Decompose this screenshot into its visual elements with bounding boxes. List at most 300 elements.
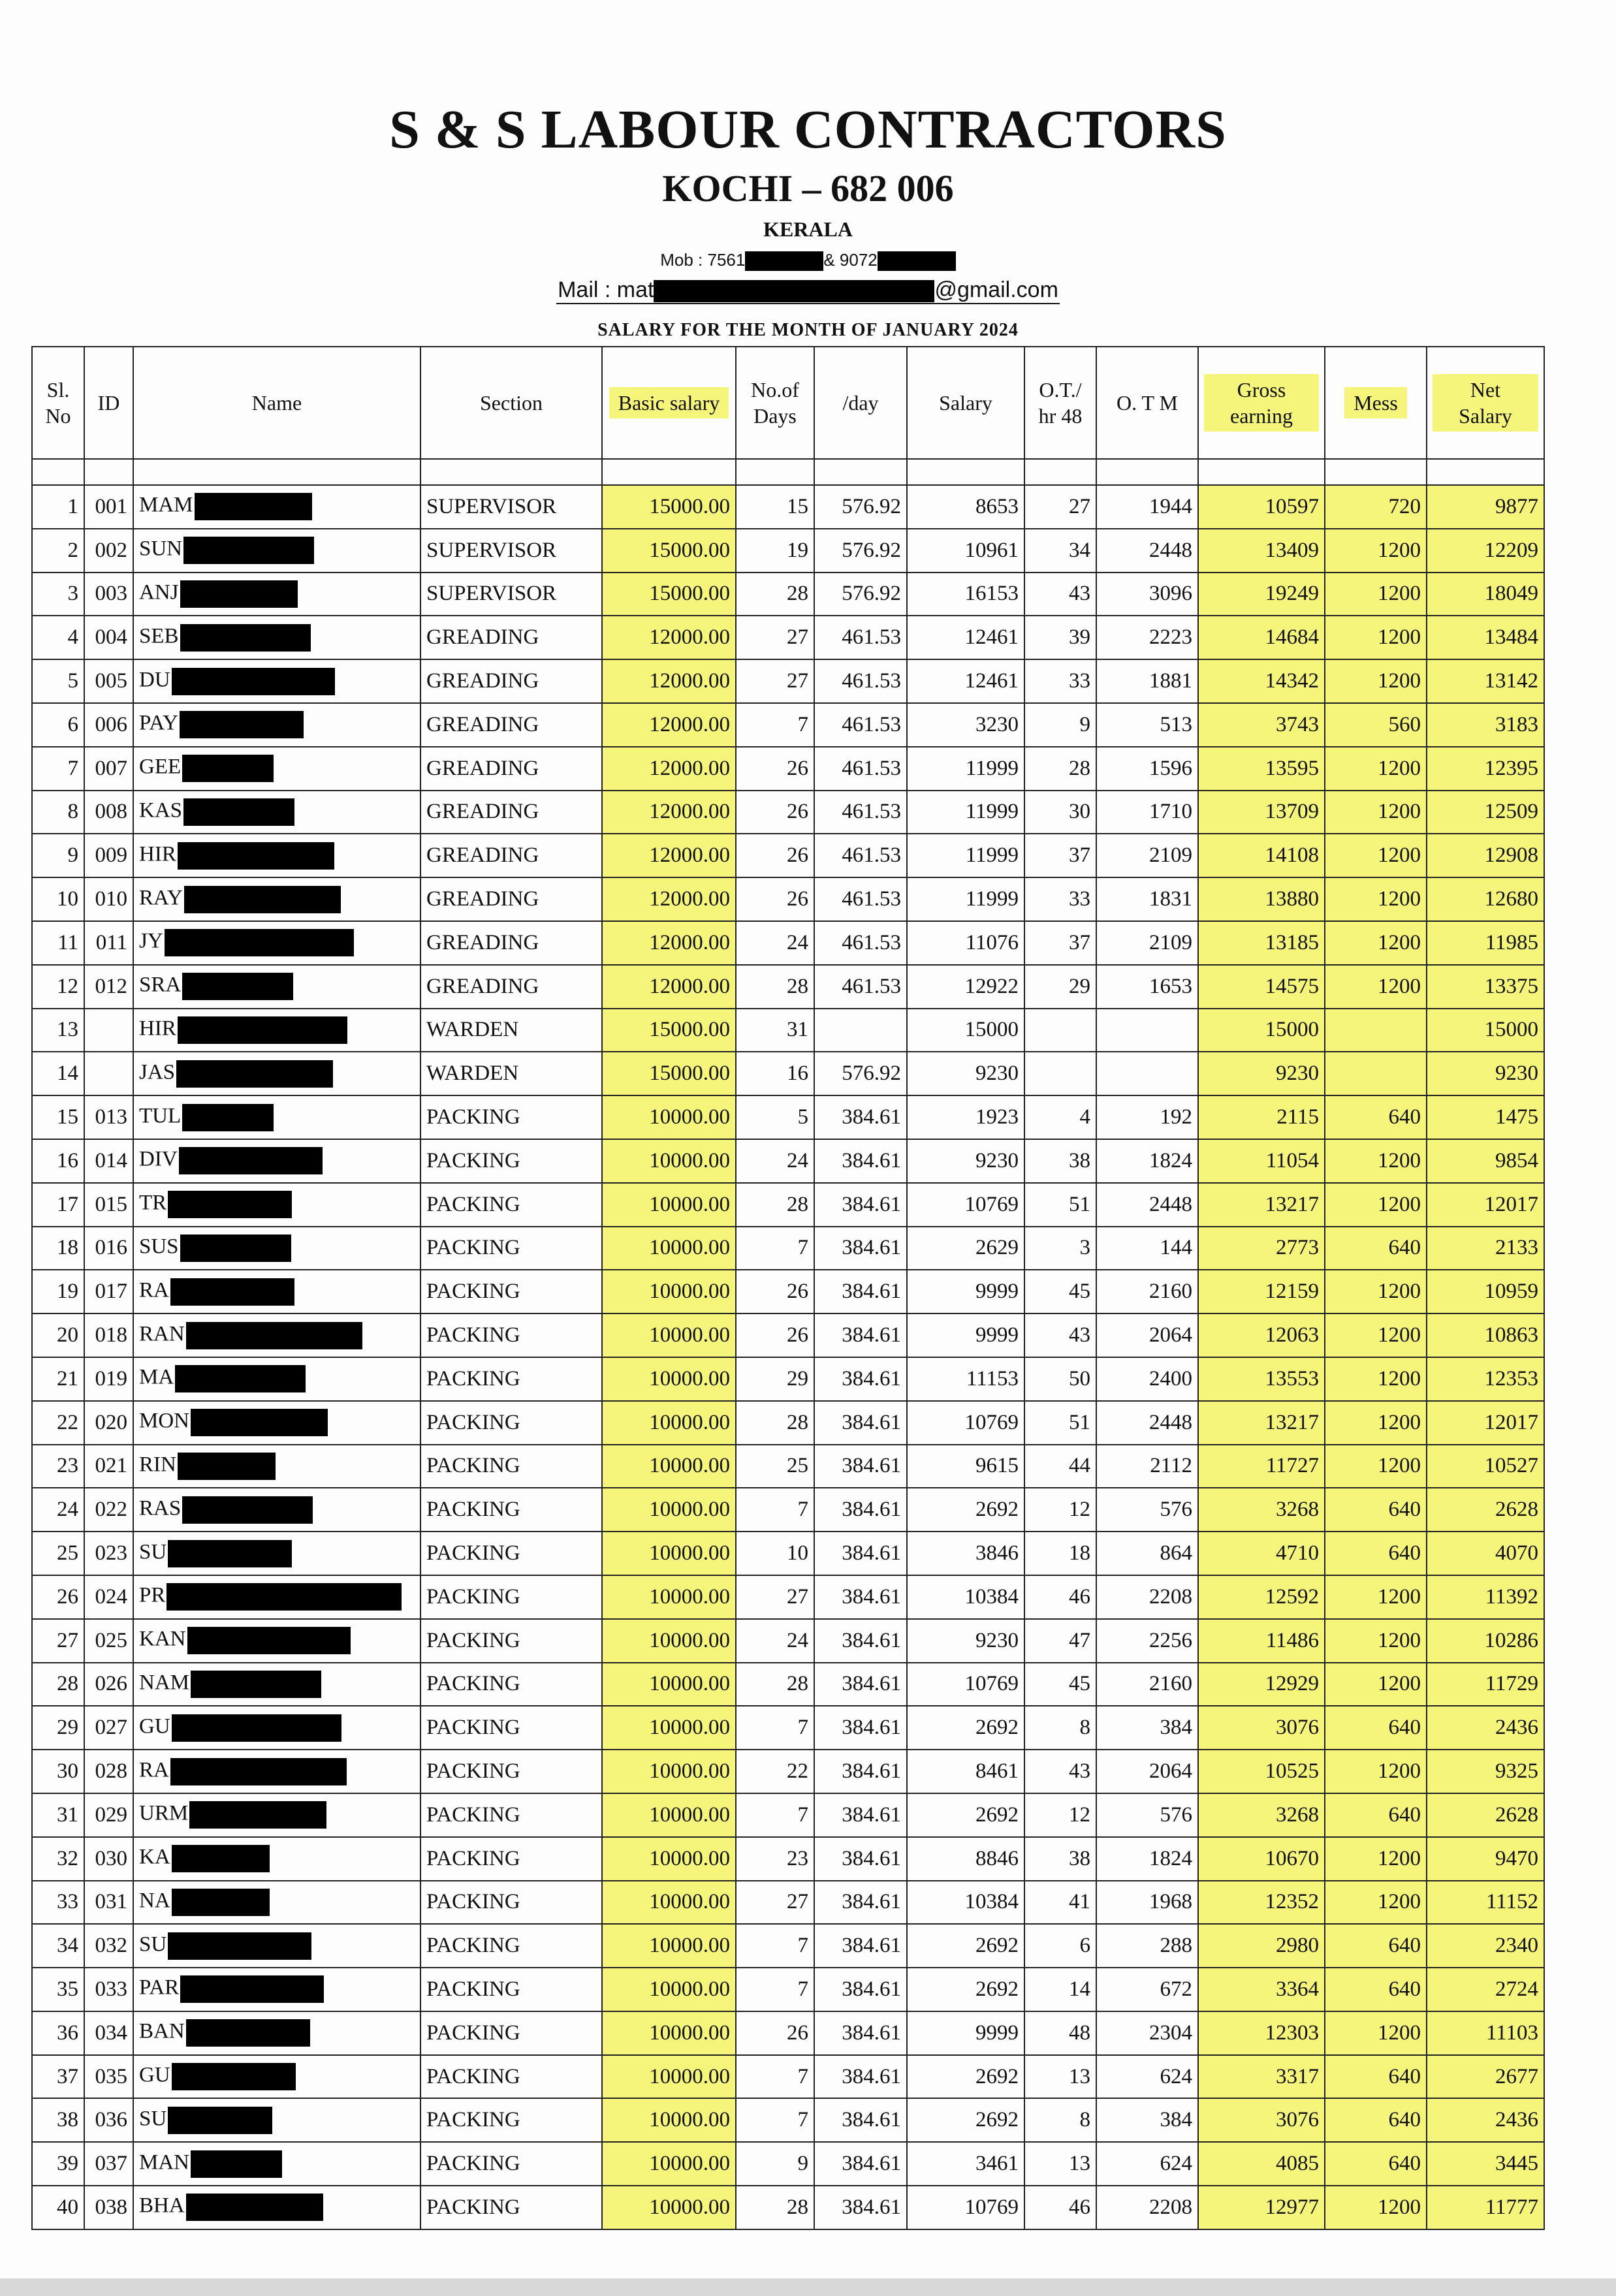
cell-perday: 384.61	[814, 1401, 907, 1445]
cell-gross: 12977	[1198, 2186, 1325, 2229]
name-redaction	[168, 1191, 292, 1218]
cell-days: 26	[736, 834, 814, 877]
cell-sl: 24	[32, 1488, 84, 1532]
cell-days: 26	[736, 877, 814, 921]
cell-sl: 38	[32, 2098, 84, 2142]
cell-name	[133, 1619, 420, 1663]
table-row	[32, 1488, 1544, 1532]
cell-net: 12509	[1427, 791, 1544, 834]
cell-days: 26	[736, 747, 814, 791]
cell-perday: 384.61	[814, 1837, 907, 1881]
cell-perday: 576.92	[814, 573, 907, 616]
cell-name	[133, 921, 420, 965]
cell-basic: 10000.00	[602, 2098, 736, 2142]
table-row	[32, 1575, 1544, 1619]
cell-section: PACKING	[420, 1401, 602, 1445]
cell-days: 7	[736, 1968, 814, 2011]
cell-basic: 10000.00	[602, 1139, 736, 1183]
cell-net: 12209	[1427, 529, 1544, 573]
spacer-cell	[736, 459, 814, 485]
header-perday: /day	[814, 347, 907, 459]
name-prefix: JY	[139, 929, 163, 953]
cell-otm: 513	[1096, 703, 1198, 747]
cell-net: 12017	[1427, 1401, 1544, 1445]
cell-net: 13484	[1427, 616, 1544, 659]
cell-gross: 3076	[1198, 2098, 1325, 2142]
cell-days: 23	[736, 1837, 814, 1881]
cell-section: WARDEN	[420, 1009, 602, 1052]
table-row	[32, 2142, 1544, 2186]
cell-section: PACKING	[420, 1183, 602, 1227]
cell-otm: 2304	[1096, 2011, 1198, 2055]
cell-gross: 13217	[1198, 1183, 1325, 1227]
cell-name	[133, 1270, 420, 1313]
cell-name	[133, 1183, 420, 1227]
cell-name	[133, 791, 420, 834]
cell-basic: 12000.00	[602, 659, 736, 703]
cell-basic: 10000.00	[602, 2011, 736, 2055]
cell-section: PACKING	[420, 2055, 602, 2099]
cell-gross: 11727	[1198, 1445, 1325, 1488]
cell-mess: 1200	[1325, 1881, 1427, 1925]
cell-perday: 384.61	[814, 1488, 907, 1532]
cell-ot-hr: 29	[1024, 965, 1096, 1009]
cell-days: 26	[736, 1313, 814, 1357]
cell-section: GREADING	[420, 877, 602, 921]
cell-salary: 10769	[907, 1663, 1024, 1706]
cell-section: PACKING	[420, 1227, 602, 1270]
cell-gross: 13409	[1198, 529, 1325, 573]
cell-gross: 12592	[1198, 1575, 1325, 1619]
table-row	[32, 834, 1544, 877]
name-redaction	[170, 1758, 347, 1785]
cell-net: 12395	[1427, 747, 1544, 791]
cell-salary: 2692	[907, 1793, 1024, 1837]
cell-sl: 4	[32, 616, 84, 659]
cell-section: SUPERVISOR	[420, 529, 602, 573]
cell-name	[133, 1357, 420, 1401]
cell-days: 31	[736, 1009, 814, 1052]
cell-name	[133, 1532, 420, 1575]
cell-days: 27	[736, 1881, 814, 1925]
cell-mess: 640	[1325, 1793, 1427, 1837]
header-days: No.of Days	[736, 347, 814, 459]
salary-month-title: SALARY FOR THE MONTH OF JANUARY 2024	[597, 320, 1019, 340]
name-prefix: HIR	[139, 1016, 176, 1041]
header-section: Section	[420, 347, 602, 459]
cell-name	[133, 1488, 420, 1532]
cell-name	[133, 877, 420, 921]
cell-mess: 640	[1325, 2055, 1427, 2099]
cell-otm: 1824	[1096, 1837, 1198, 1881]
header-id: ID	[84, 347, 133, 459]
mail-address	[556, 277, 1060, 304]
cell-perday: 461.53	[814, 921, 907, 965]
name-prefix: PR	[139, 1583, 166, 1607]
cell-otm: 2256	[1096, 1619, 1198, 1663]
cell-mess: 1200	[1325, 791, 1427, 834]
cell-net: 2133	[1427, 1227, 1544, 1270]
cell-basic: 12000.00	[602, 791, 736, 834]
cell-gross: 13709	[1198, 791, 1325, 834]
cell-otm	[1096, 1009, 1198, 1052]
cell-mess: 1200	[1325, 877, 1427, 921]
cell-salary: 11999	[907, 834, 1024, 877]
cell-perday: 384.61	[814, 1532, 907, 1575]
cell-sl: 10	[32, 877, 84, 921]
cell-ot-hr: 43	[1024, 1313, 1096, 1357]
cell-salary: 2692	[907, 2098, 1024, 2142]
cell-days: 7	[736, 1924, 814, 1968]
name-redaction	[172, 668, 335, 695]
cell-otm: 2109	[1096, 921, 1198, 965]
cell-basic: 15000.00	[602, 485, 736, 529]
cell-sl: 8	[32, 791, 84, 834]
cell-basic: 10000.00	[602, 1837, 736, 1881]
cell-salary: 11999	[907, 747, 1024, 791]
cell-otm: 1653	[1096, 965, 1198, 1009]
cell-id: 030	[84, 1837, 133, 1881]
table-row	[32, 1139, 1544, 1183]
cell-perday: 384.61	[814, 1968, 907, 2011]
cell-name	[133, 616, 420, 659]
cell-ot-hr: 34	[1024, 529, 1096, 573]
cell-ot-hr: 43	[1024, 1750, 1096, 1793]
name-prefix: RA	[139, 1278, 169, 1302]
cell-basic: 10000.00	[602, 1881, 736, 1925]
cell-salary: 12461	[907, 659, 1024, 703]
name-prefix: RIN	[139, 1453, 176, 1477]
cell-otm	[1096, 1052, 1198, 1095]
cell-sl: 22	[32, 1401, 84, 1445]
cell-section: PACKING	[420, 1663, 602, 1706]
cell-net: 2340	[1427, 1924, 1544, 1968]
cell-gross: 3743	[1198, 703, 1325, 747]
cell-id: 026	[84, 1663, 133, 1706]
cell-days: 7	[736, 1227, 814, 1270]
cell-basic: 12000.00	[602, 834, 736, 877]
cell-otm: 1944	[1096, 485, 1198, 529]
name-redaction	[191, 2150, 282, 2178]
cell-name	[133, 573, 420, 616]
cell-salary: 12922	[907, 965, 1024, 1009]
cell-basic: 10000.00	[602, 1968, 736, 2011]
cell-perday: 384.61	[814, 1313, 907, 1357]
cell-name	[133, 485, 420, 529]
cell-name	[133, 1313, 420, 1357]
name-prefix: PAR	[139, 1976, 180, 2000]
table-row	[32, 1532, 1544, 1575]
cell-gross: 14575	[1198, 965, 1325, 1009]
cell-perday: 384.61	[814, 1227, 907, 1270]
cell-salary: 9999	[907, 1313, 1024, 1357]
cell-name	[133, 1924, 420, 1968]
cell-sl: 1	[32, 485, 84, 529]
cell-gross: 10670	[1198, 1837, 1325, 1881]
cell-basic: 10000.00	[602, 1619, 736, 1663]
cell-days: 15	[736, 485, 814, 529]
table-row	[32, 1095, 1544, 1139]
cell-sl: 21	[32, 1357, 84, 1401]
name-redaction	[182, 1104, 274, 1131]
cell-sl: 16	[32, 1139, 84, 1183]
cell-otm: 2064	[1096, 1750, 1198, 1793]
cell-net: 18049	[1427, 573, 1544, 616]
cell-net: 9325	[1427, 1750, 1544, 1793]
cell-salary: 10769	[907, 1183, 1024, 1227]
cell-section: SUPERVISOR	[420, 485, 602, 529]
cell-section: PACKING	[420, 1139, 602, 1183]
table-header-row	[32, 347, 1544, 459]
header-gross	[1198, 347, 1325, 459]
name-prefix: HIR	[139, 842, 176, 866]
cell-section: GREADING	[420, 965, 602, 1009]
cell-id: 028	[84, 1750, 133, 1793]
name-redaction	[180, 624, 311, 652]
cell-days: 28	[736, 1183, 814, 1227]
cell-ot-hr	[1024, 1009, 1096, 1052]
cell-name	[133, 2011, 420, 2055]
table-row	[32, 747, 1544, 791]
cell-perday: 384.61	[814, 2186, 907, 2229]
spacer-cell	[814, 459, 907, 485]
cell-id	[84, 1009, 133, 1052]
name-redaction	[180, 580, 298, 608]
name-prefix: DU	[139, 668, 170, 692]
table-row	[32, 921, 1544, 965]
cell-name	[133, 1009, 420, 1052]
cell-basic: 15000.00	[602, 1009, 736, 1052]
name-redaction	[186, 2194, 323, 2221]
name-prefix: GU	[139, 1714, 170, 1738]
cell-ot-hr: 13	[1024, 2142, 1096, 2186]
cell-gross: 14108	[1198, 834, 1325, 877]
cell-days: 7	[736, 2055, 814, 2099]
header-net-label: Net Salary	[1433, 374, 1538, 432]
cell-id: 002	[84, 529, 133, 573]
cell-gross: 11054	[1198, 1139, 1325, 1183]
cell-otm: 2160	[1096, 1270, 1198, 1313]
cell-ot-hr: 30	[1024, 791, 1096, 834]
table-row	[32, 1750, 1544, 1793]
cell-gross: 3268	[1198, 1793, 1325, 1837]
name-prefix: URM	[139, 1801, 189, 1825]
cell-gross: 3317	[1198, 2055, 1325, 2099]
table-row	[32, 1968, 1544, 2011]
cell-net: 11985	[1427, 921, 1544, 965]
cell-section: GREADING	[420, 791, 602, 834]
cell-mess: 640	[1325, 2142, 1427, 2186]
table-row	[32, 1663, 1544, 1706]
name-redaction	[172, 1714, 341, 1742]
cell-net: 2677	[1427, 2055, 1544, 2099]
cell-name	[133, 1401, 420, 1445]
cell-name	[133, 1575, 420, 1619]
header-mess	[1325, 347, 1427, 459]
cell-sl: 2	[32, 529, 84, 573]
cell-ot-hr: 46	[1024, 1575, 1096, 1619]
cell-section: PACKING	[420, 1445, 602, 1488]
cell-gross: 3268	[1198, 1488, 1325, 1532]
cell-salary: 9230	[907, 1052, 1024, 1095]
table-row	[32, 2098, 1544, 2142]
cell-perday: 384.61	[814, 1095, 907, 1139]
company-state: KERALA	[763, 217, 853, 241]
cell-basic: 10000.00	[602, 1270, 736, 1313]
cell-salary: 12461	[907, 616, 1024, 659]
cell-otm: 576	[1096, 1488, 1198, 1532]
cell-perday: 461.53	[814, 747, 907, 791]
name-redaction	[180, 1234, 291, 1262]
cell-days: 29	[736, 1357, 814, 1401]
cell-ot-hr: 38	[1024, 1139, 1096, 1183]
name-redaction	[168, 2107, 272, 2134]
cell-mess: 1200	[1325, 616, 1427, 659]
cell-basic: 10000.00	[602, 1445, 736, 1488]
cell-sl: 39	[32, 2142, 84, 2186]
name-redaction	[195, 493, 312, 520]
cell-mess: 1200	[1325, 2011, 1427, 2055]
cell-mess: 1200	[1325, 659, 1427, 703]
cell-basic: 10000.00	[602, 1227, 736, 1270]
cell-name	[133, 1968, 420, 2011]
cell-net: 11152	[1427, 1881, 1544, 1925]
name-prefix: MA	[139, 1365, 174, 1389]
cell-id: 029	[84, 1793, 133, 1837]
cell-ot-hr	[1024, 1052, 1096, 1095]
cell-name	[133, 1793, 420, 1837]
cell-basic: 15000.00	[602, 529, 736, 573]
cell-id: 024	[84, 1575, 133, 1619]
cell-id: 018	[84, 1313, 133, 1357]
table-row	[32, 1357, 1544, 1401]
header-sl: Sl. No	[32, 347, 84, 459]
cell-perday: 461.53	[814, 703, 907, 747]
cell-days: 7	[736, 1488, 814, 1532]
cell-ot-hr: 8	[1024, 2098, 1096, 2142]
name-prefix: NA	[139, 1889, 170, 1913]
name-prefix: MAN	[139, 2150, 190, 2175]
header-basic-label: Basic salary	[609, 387, 729, 418]
cell-salary: 3461	[907, 2142, 1024, 2186]
cell-id: 014	[84, 1139, 133, 1183]
cell-section: PACKING	[420, 1488, 602, 1532]
cell-section: GREADING	[420, 703, 602, 747]
cell-gross: 10525	[1198, 1750, 1325, 1793]
cell-section: PACKING	[420, 2142, 602, 2186]
cell-mess: 640	[1325, 1968, 1427, 2011]
cell-days: 28	[736, 1401, 814, 1445]
mobile-line	[0, 250, 1616, 271]
cell-mess: 1200	[1325, 965, 1427, 1009]
cell-name	[133, 1139, 420, 1183]
name-redaction	[170, 1278, 294, 1306]
cell-gross: 15000	[1198, 1009, 1325, 1052]
cell-net: 11729	[1427, 1663, 1544, 1706]
cell-perday: 384.61	[814, 1183, 907, 1227]
name-redaction	[182, 1496, 313, 1524]
cell-ot-hr: 48	[1024, 2011, 1096, 2055]
cell-perday: 576.92	[814, 485, 907, 529]
cell-sl: 30	[32, 1750, 84, 1793]
cell-ot-hr: 39	[1024, 616, 1096, 659]
cell-name	[133, 659, 420, 703]
header-basic	[602, 347, 736, 459]
cell-sl: 12	[32, 965, 84, 1009]
cell-name	[133, 1095, 420, 1139]
cell-id: 038	[84, 2186, 133, 2229]
cell-name	[133, 2098, 420, 2142]
cell-id: 001	[84, 485, 133, 529]
cell-mess: 1200	[1325, 747, 1427, 791]
cell-ot-hr: 4	[1024, 1095, 1096, 1139]
cell-net: 2436	[1427, 1706, 1544, 1750]
cell-name	[133, 1445, 420, 1488]
cell-basic: 10000.00	[602, 1357, 736, 1401]
cell-section: WARDEN	[420, 1052, 602, 1095]
cell-otm: 192	[1096, 1095, 1198, 1139]
name-redaction	[175, 1365, 306, 1392]
cell-name	[133, 1227, 420, 1270]
cell-otm: 1824	[1096, 1139, 1198, 1183]
cell-salary: 9999	[907, 2011, 1024, 2055]
cell-basic: 10000.00	[602, 1183, 736, 1227]
cell-mess: 640	[1325, 1488, 1427, 1532]
cell-id: 019	[84, 1357, 133, 1401]
cell-name	[133, 703, 420, 747]
cell-id: 004	[84, 616, 133, 659]
cell-ot-hr: 50	[1024, 1357, 1096, 1401]
table-row	[32, 1837, 1544, 1881]
name-prefix: KA	[139, 1845, 170, 1869]
cell-mess: 640	[1325, 1095, 1427, 1139]
cell-days: 24	[736, 1619, 814, 1663]
name-prefix: SEB	[139, 624, 179, 648]
cell-perday: 384.61	[814, 1575, 907, 1619]
cell-ot-hr: 13	[1024, 2055, 1096, 2099]
cell-sl: 34	[32, 1924, 84, 1968]
name-redaction	[178, 1453, 276, 1480]
cell-ot-hr: 38	[1024, 1837, 1096, 1881]
cell-section: GREADING	[420, 659, 602, 703]
cell-ot-hr: 8	[1024, 1706, 1096, 1750]
cell-salary: 3230	[907, 703, 1024, 747]
cell-basic: 15000.00	[602, 1052, 736, 1095]
cell-otm: 624	[1096, 2055, 1198, 2099]
cell-gross: 12303	[1198, 2011, 1325, 2055]
header-mess-label: Mess	[1344, 387, 1407, 418]
cell-otm: 2160	[1096, 1663, 1198, 1706]
cell-otm: 2112	[1096, 1445, 1198, 1488]
table-row	[32, 1793, 1544, 1837]
cell-id: 011	[84, 921, 133, 965]
table-row	[32, 2186, 1544, 2229]
cell-sl: 25	[32, 1532, 84, 1575]
cell-mess: 1200	[1325, 1139, 1427, 1183]
spacer-cell	[420, 459, 602, 485]
cell-net: 2436	[1427, 2098, 1544, 2142]
cell-ot-hr: 12	[1024, 1488, 1096, 1532]
name-prefix: KAS	[139, 798, 183, 823]
cell-net: 15000	[1427, 1009, 1544, 1052]
cell-salary: 1923	[907, 1095, 1024, 1139]
cell-id: 021	[84, 1445, 133, 1488]
cell-salary: 2629	[907, 1227, 1024, 1270]
mobile-prefix: Mob : 7561	[660, 250, 746, 270]
cell-id: 015	[84, 1183, 133, 1227]
cell-sl: 37	[32, 2055, 84, 2099]
cell-salary: 2692	[907, 2055, 1024, 2099]
